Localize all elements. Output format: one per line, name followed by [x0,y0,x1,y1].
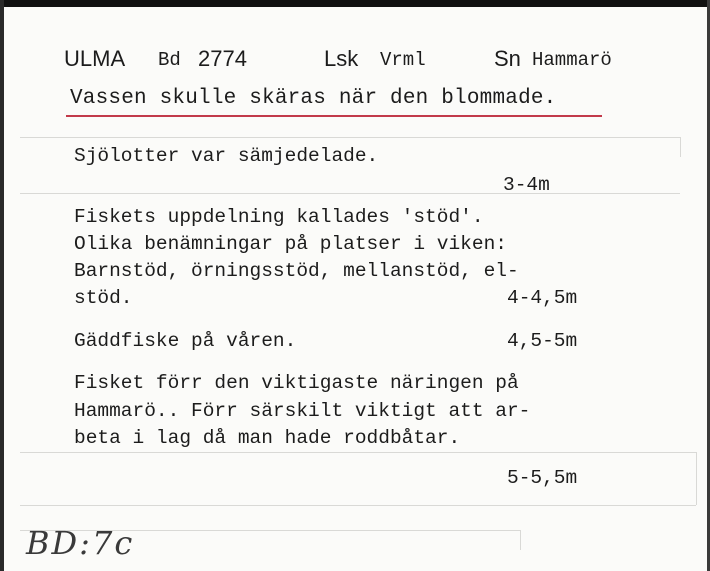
ruled-vline [680,137,681,157]
ruled-vline [520,530,521,550]
entry-measure: 3-4m [503,174,550,196]
handwritten-shelfmark: BD:7c [26,524,135,562]
card-top-edge [0,0,710,7]
entry-line: beta i lag då man hade roddbåtar. [74,427,461,449]
landskap-value: Vrml [380,49,426,71]
entry-line: Hammarö.. Förr särskilt viktigt att ar- [74,400,531,422]
entry-line: Fisket förr den viktigaste näringen på [74,372,519,394]
record-prefix: Bd [158,49,181,71]
card-left-edge [0,0,4,571]
entry-line: Olika benämningar på platser i viken: [74,233,507,255]
entry-line: Sjölotter var sämjedelade. [74,145,379,167]
entry-line: Gäddfiske på våren. [74,330,297,352]
card-title: Vassen skulle skäras när den blommade. [70,87,557,110]
landskap-label: Lsk [324,46,359,71]
entry-measure: 4,5-5m [507,330,578,352]
ruled-line [20,452,696,453]
entry-measure: 5-5,5m [507,467,578,489]
ruled-vline [696,452,697,505]
title-underline [66,115,602,117]
ruled-line [20,505,696,506]
ruled-line [20,193,680,194]
entry-line: Fiskets uppdelning kallades 'stöd'. [74,206,484,228]
record-number: 2774 [198,46,247,71]
entry-line: Barnstöd, örningsstöd, mellanstöd, el- [74,260,519,282]
ruled-line [20,137,680,138]
entry-line: stöd. [74,287,133,309]
archive-code: ULMA [64,46,126,71]
card-header [64,44,664,76]
socken-label: Sn [494,46,521,71]
socken-value: Hammarö [532,49,612,71]
entry-measure: 4-4,5m [507,287,578,309]
